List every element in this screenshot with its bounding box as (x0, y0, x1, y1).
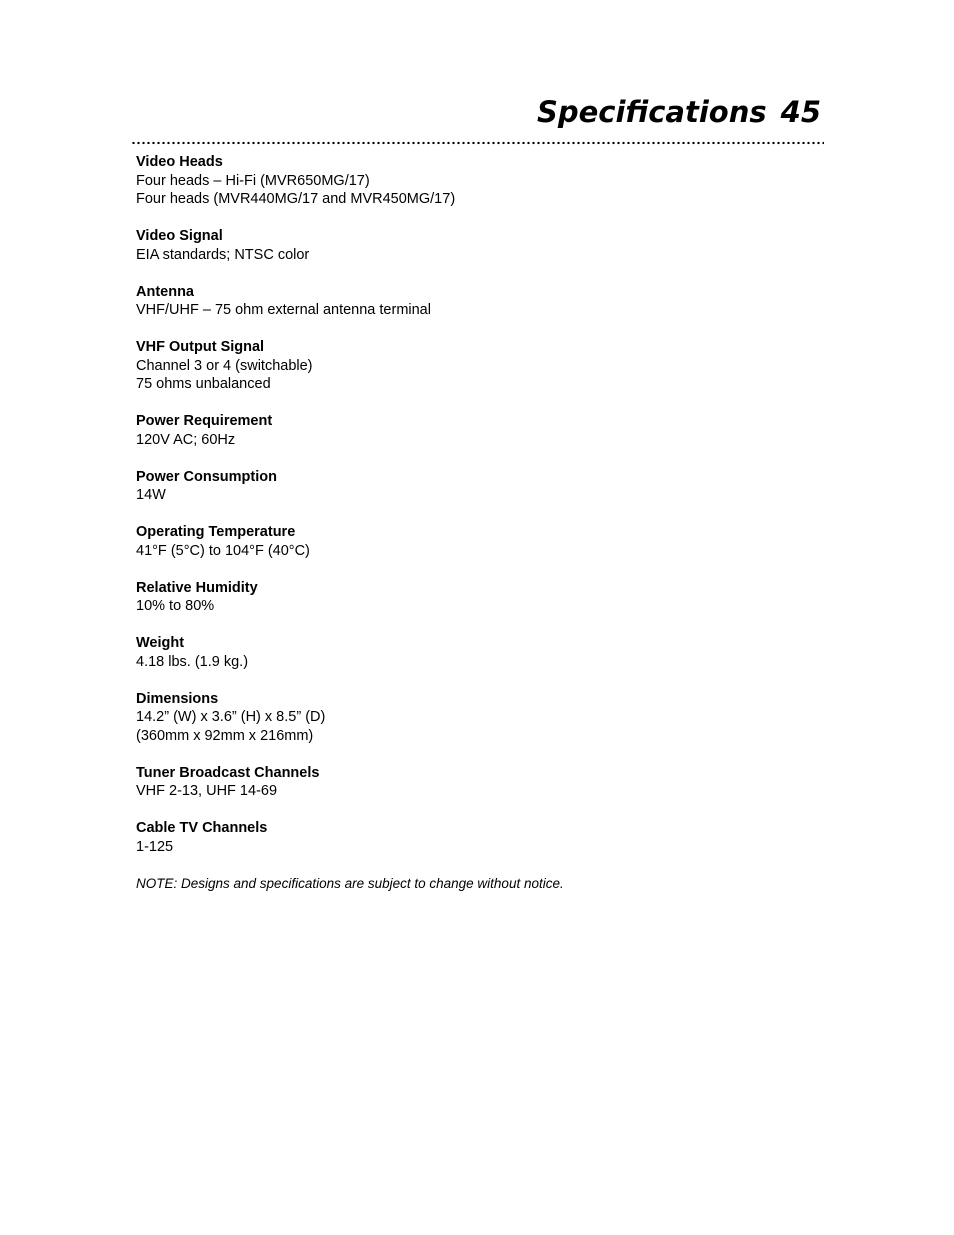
spec-label: VHF Output Signal (136, 339, 265, 355)
spec-value: 1-125 (136, 838, 174, 855)
spec-value: EIA standards; NTSC color (136, 246, 310, 263)
spec-relative-humidity (136, 579, 816, 616)
spec-power-consumption (136, 468, 816, 505)
spec-value: Four heads – Hi-Fi (MVR650MG/17) (136, 172, 370, 189)
spec-video-signal (136, 227, 816, 264)
spec-label: Relative Humidity (136, 579, 258, 596)
specifications-list (136, 153, 816, 893)
spec-value: 41°F (5°C) to 104°F (40°C) (136, 542, 310, 559)
spec-label: Cable TV Channels (136, 820, 268, 836)
spec-value: (360mm x 92mm x 216mm) (136, 727, 314, 744)
spec-label: Dimensions (136, 690, 219, 707)
dotted-divider (131, 141, 824, 145)
spec-label: Tuner Broadcast Channels (136, 764, 320, 781)
page-number: 45 (780, 95, 821, 129)
spec-tuner-broadcast-channels (136, 764, 816, 801)
page-title: Specifications (536, 95, 767, 129)
spec-value: 75 ohms unbalanced (136, 376, 271, 392)
spec-vhf-output-signal (136, 338, 816, 394)
spec-value: Four heads (MVR440MG/17 and MVR450MG/17) (136, 191, 456, 207)
spec-label: Video Signal (136, 228, 223, 244)
spec-value: VHF/UHF – 75 ohm external antenna terminal (136, 302, 431, 318)
spec-value: 14.2” (W) x 3.6” (H) x 8.5” (D) (136, 709, 326, 725)
spec-weight (136, 634, 816, 671)
spec-power-requirement (136, 412, 816, 449)
spec-antenna (136, 283, 816, 320)
spec-value: Channel 3 or 4 (switchable) (136, 357, 313, 374)
spec-video-heads (136, 153, 816, 209)
spec-label: Power Requirement (136, 413, 273, 429)
page-header (536, 95, 821, 129)
spec-label: Weight (136, 635, 185, 651)
spec-value: 10% to 80% (136, 598, 215, 614)
spec-label: Operating Temperature (136, 524, 296, 540)
spec-label: Power Consumption (136, 468, 277, 485)
spec-value: 120V AC; 60Hz (136, 431, 236, 448)
spec-operating-temperature (136, 523, 816, 560)
specifications-note: NOTE: Designs and specifications are subject to change without notice. (136, 875, 564, 891)
spec-value: 14W (136, 487, 166, 503)
spec-label: Antenna (136, 283, 194, 300)
spec-label: Video Heads (136, 154, 223, 170)
spec-value: VHF 2-13, UHF 14-69 (136, 783, 278, 799)
spec-cable-tv-channels (136, 819, 816, 856)
spec-dimensions (136, 690, 816, 746)
spec-value: 4.18 lbs. (1.9 kg.) (136, 653, 249, 670)
